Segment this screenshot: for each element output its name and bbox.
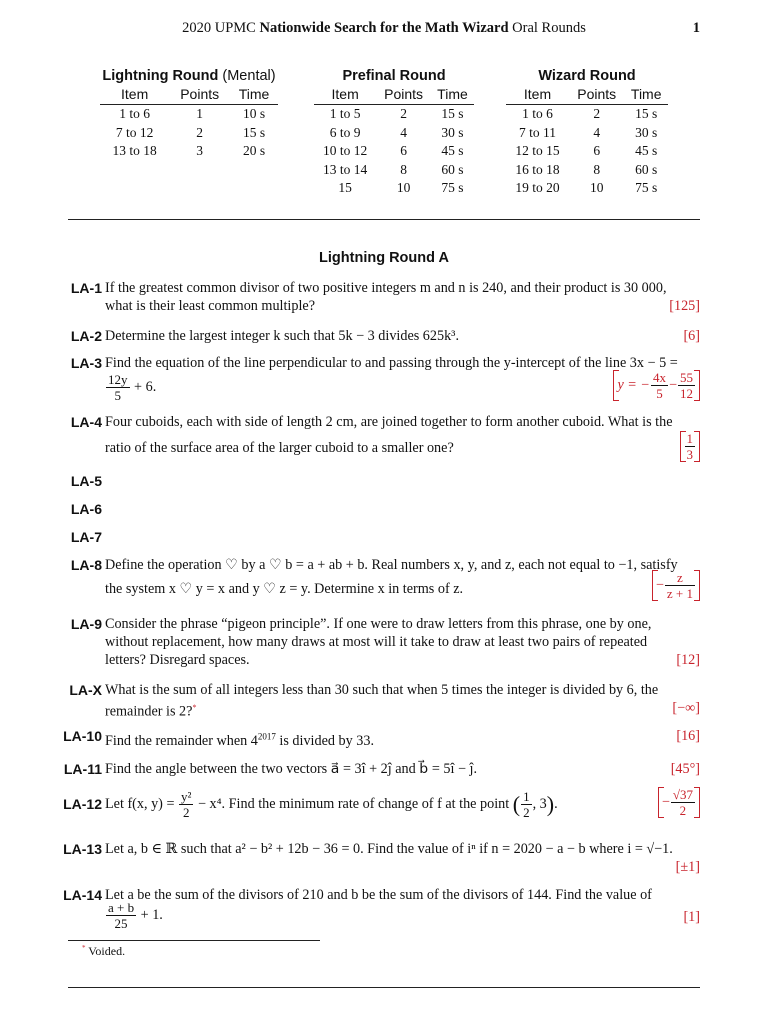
problem-text: Four cuboids, each with side of length 2 cm, are joined together to form another cuboid. What is the [105,414,673,430]
problem-text: Consider the phrase “pigeon principle”. If one were to draw letters from this phrase, one by one, [105,616,652,632]
problem-label: LA-8 [70,557,102,573]
problem-label: LA-13 [63,841,102,857]
answer: [45°] [670,761,700,777]
fraction: $\frac{a + b}{25}$ [108,900,135,931]
problem-label: LA-14 [63,887,102,903]
fraction: $\frac{12y}{5}$ [108,372,128,403]
footnote-divider [68,940,320,941]
fraction: $\frac{\text{y²}}{2}$ [181,789,192,820]
problem-text: ratio of the surface area of the larger cuboid to a smaller one? [105,440,454,456]
answer: − $\frac{√37}{2}$ [658,787,700,818]
problem-label: LA-11 [63,761,102,777]
problem-label: LA-1 [70,280,102,296]
problem-label: LA-7 [70,529,102,545]
schedule-lightning: Lightning Round (Mental) Item Points Time 1 to 6 1 10 s 7 to 12 2 15 s 13 to 18 3 20 s [100,68,278,161]
problem-text: If the greatest common divisor of two positive integers m and n is 240, and their product is 30 000, [105,280,667,296]
document-title: 2020 UPMC Nationwide Search for the Math Wizard Oral Rounds [182,20,586,36]
page-number: 1 [692,20,700,36]
answer: $\frac{1}{3}$ [680,431,701,462]
problem-label: LA-10 [63,728,102,744]
problem-text: the system x ♡ y = x and y ♡ z = y. Determine x in terms of z. [105,581,464,597]
problem-label: LA-6 [70,501,102,517]
problem-text: Let a be the sum of the divisors of 210 and b be the sum of the divisors of 144. Find the value of [105,887,652,903]
page-header [0,20,768,42]
problem-text: Find the angle between the two vectors a⃗ = 3î + 2ĵ and b⃗ = 5î − ĵ. [105,761,478,777]
answer: − $\frac{z}{z + 1}$ [652,570,700,601]
problem-label: LA-5 [70,473,102,489]
section-title: Lightning Round A [319,250,449,266]
schedule-prefinal: Prefinal Round Item Points Time 1 to 5 2 15 s 6 to 9 4 30 s 10 to 12 6 45 s 13 to 14 8 60 s 15 10 75 s [314,68,474,198]
bottom-divider [68,987,700,988]
problem-label: LA-3 [70,355,102,371]
problem-text: What is the sum of all integers less than 30 such that when 5 times the integer is divided by 6, the [105,682,659,698]
problem-text: Determine the largest integer k such that 5k − 3 divides 625k³. [105,328,459,344]
problem-text: letters? Disregard spaces. [105,652,250,668]
problem-text: remainder is 2? [105,703,193,720]
answer: [125] [669,298,700,314]
problem-label: LA-4 [70,414,102,430]
answer: [−∞] [672,700,700,716]
problem-text: Define the operation ♡ by a ♡ b = a + ab + b. Real numbers x, y, and z, each not equal to −1, satisfy [105,557,678,573]
answer: [6] [683,328,700,344]
answer: [16] [676,728,700,744]
answer: [1] [683,909,700,925]
answer: [12] [676,652,700,668]
footnote: * Voided. [82,944,126,958]
footnote-mark: * [192,703,197,712]
problem-text: Find the remainder when $4^{2017}$ is divided by 33. [105,731,375,749]
problem-text: without replacement, how many draws at most will it take to draw at least two pairs of repeated [105,634,648,650]
answer: y = − $\frac{4x}{5}$ − $\frac{55}{12}$ [613,370,700,401]
answer: [±1] [675,859,700,875]
problem-label: LA-12 [63,796,102,812]
problem-label: LA-9 [70,616,102,632]
problem-label: LA-2 [70,328,102,344]
problem-text: what is their least common multiple? [105,298,316,314]
schedule-wizard: Wizard Round Item Points Time 1 to 6 2 15 s 7 to 11 4 30 s 12 to 15 6 45 s 16 to 18 8 60 s 19 to 20 10 75 s [506,68,668,198]
section-divider [68,219,700,220]
problem-label: LA-X [69,682,102,698]
problem-text: Let a, b ∈ ℝ such that a² − b² + 12b − 36 = 0. Find the value of iⁿ if n = 2020 − a − b where i = √−1. [105,841,673,857]
problem-text: Find the equation of the line perpendicular to and passing through the y-intercept of the line 3x − 5 = [105,355,678,371]
